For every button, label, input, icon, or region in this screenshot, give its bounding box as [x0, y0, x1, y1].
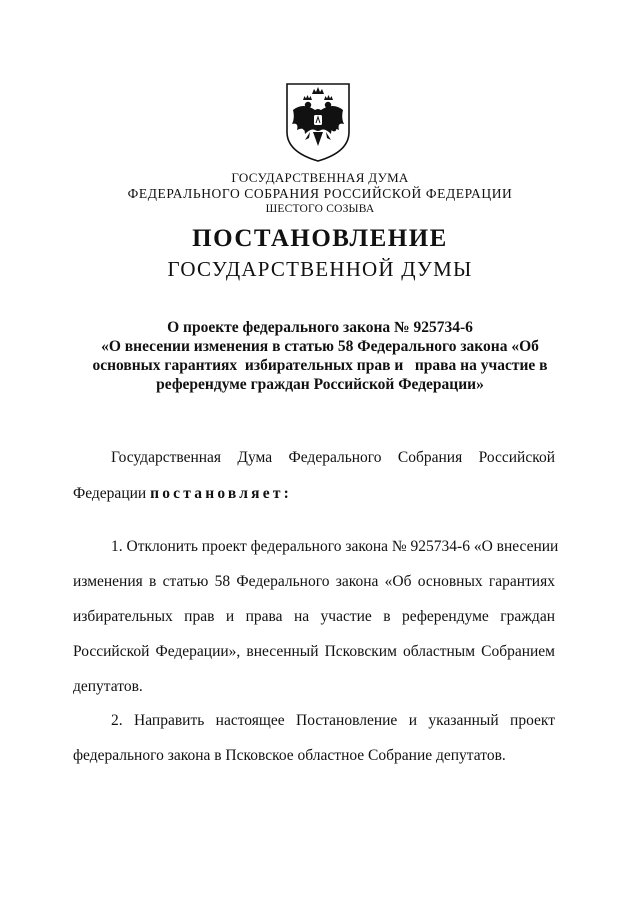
p1-line5: депутатов. — [73, 678, 143, 695]
intro-text: Федерации — [73, 485, 151, 502]
resolution-heading — [90, 318, 550, 394]
heading-line: «О внесении изменения в статью 58 Федерального закона «Об — [101, 338, 539, 355]
convocation: ШЕСТОГО СОЗЫВА — [265, 203, 375, 215]
p1-line3: избирательных прав и права на участие в референдуме граждан — [73, 608, 555, 625]
p1-line4: Российской Федерации», внесенный Псковским областным Собранием — [73, 643, 555, 660]
org-name-line2: ФЕДЕРАЛЬНОГО СОБРАНИЯ РОССИЙСКОЙ ФЕДЕРАЦИИ — [127, 186, 513, 201]
heading-line: О проекте федерального закона № 925734-6 — [167, 319, 473, 336]
org-name-line1: ГОСУДАРСТВЕННАЯ ДУМА — [231, 170, 409, 185]
document-title: ПОСТАНОВЛЕНИЕ — [192, 225, 448, 252]
intro-line1: Государственная Дума Федерального Собрания Российской — [111, 449, 555, 466]
p2-line2: федерального закона в Псковское областное Собрание депутатов. — [73, 747, 506, 764]
state-emblem-icon — [283, 80, 353, 164]
p1-line2: изменения в статью 58 Федерального закона «Об основных гарантиях — [73, 573, 555, 590]
document-subtitle: ГОСУДАРСТВЕННОЙ ДУМЫ — [167, 257, 473, 281]
intro-line2 — [73, 485, 555, 503]
p1-line1: 1. Отклонить проект федерального закона № 925734-6 «О внесении — [111, 538, 559, 555]
heading-line: референдуме граждан Российской Федерации» — [156, 376, 484, 393]
p2-line1: 2. Направить настоящее Постановление и указанный проект — [111, 712, 555, 729]
resolves-word: постановляет: — [150, 485, 292, 502]
heading-line: основных гарантиях избирательных прав и права на участие в — [92, 357, 548, 374]
